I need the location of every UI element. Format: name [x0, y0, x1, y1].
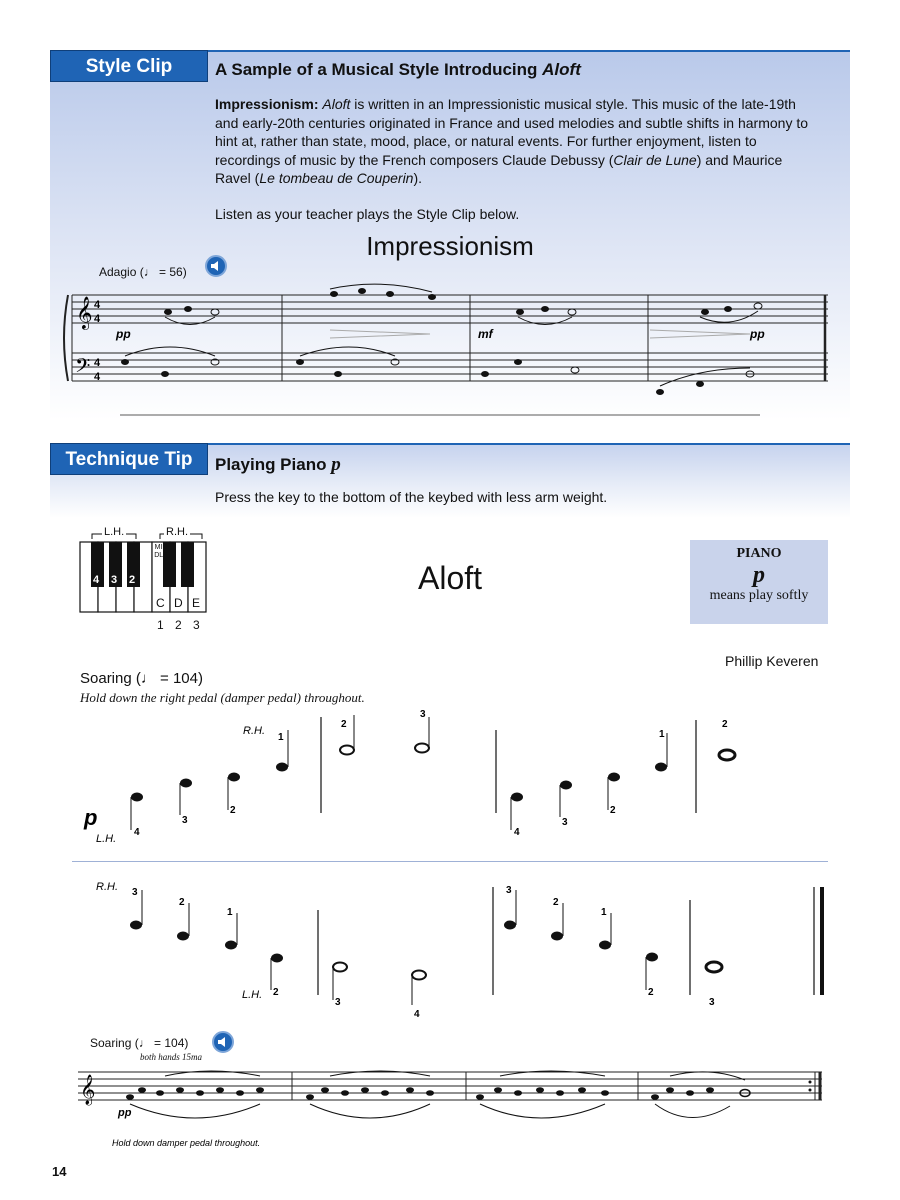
- keyboard-diagram: [78, 526, 208, 636]
- time-sig-top: 4: [94, 299, 101, 311]
- svg-text:1: 1: [659, 729, 665, 740]
- piano-box-symbol: p: [753, 562, 765, 588]
- svg-text:4: 4: [134, 827, 140, 838]
- technique-tip-instruction: Press the key to the bottom of the keybed with less arm weight.: [215, 489, 608, 505]
- octave-mark: both hands 15ma: [140, 1052, 203, 1062]
- accomp-pedal-text: Hold down damper pedal throughout.: [112, 1138, 261, 1148]
- accomp-audio-play-icon[interactable]: [212, 1031, 234, 1053]
- svg-text:2: 2: [610, 805, 616, 816]
- technique-tip-header-line: [208, 443, 850, 445]
- svg-text:2: 2: [722, 719, 728, 730]
- svg-text:2: 2: [273, 987, 279, 998]
- style-clip-tempo: Adagio (♩ = 56): [99, 265, 187, 279]
- style-clip-music-title: Impressionism: [366, 231, 534, 261]
- svg-text:2: 2: [179, 897, 185, 908]
- audio-play-icon[interactable]: [205, 255, 227, 277]
- aloft-row-2: [70, 875, 830, 1025]
- svg-text:1: 1: [601, 907, 607, 918]
- piano-box-meaning: means play softly: [709, 588, 809, 603]
- lh-finger-2: 2: [129, 574, 136, 586]
- dynamic-pp-2: pp: [750, 327, 765, 341]
- piece-title: Aloft: [417, 560, 483, 596]
- row1-fingerings: [134, 709, 728, 838]
- piano-box-label: PIANO: [736, 546, 782, 561]
- style-clip-notes: [121, 288, 762, 395]
- svg-text:1: 1: [227, 907, 233, 918]
- accomp-tempo: Soaring (♩ = 104): [90, 1036, 189, 1050]
- svg-text:3: 3: [506, 885, 512, 896]
- row1-rh-label: R.H.: [243, 725, 265, 737]
- piece-tempo: Soaring (♩ = 104): [80, 670, 203, 687]
- svg-text:2: 2: [553, 897, 559, 908]
- row2-fingerings: [132, 885, 715, 1020]
- svg-text:1: 1: [278, 732, 284, 743]
- lh-label: L.H.: [104, 526, 125, 538]
- accomp-dynamic-pp: pp: [118, 1107, 132, 1119]
- svg-text:3: 3: [335, 997, 341, 1008]
- time-sig-bottom: 4: [94, 313, 101, 325]
- lh-finger-4: 4: [93, 574, 100, 586]
- rh-label: R.H.: [166, 526, 188, 538]
- piano-definition-box: [690, 540, 828, 624]
- accomp-treble-clef-icon: 𝄞: [80, 1074, 96, 1104]
- bass-time-sig-top: 4: [94, 357, 101, 369]
- lh-finger-3: 3: [111, 574, 118, 586]
- svg-text:4: 4: [514, 827, 520, 838]
- technique-tip-tab: Technique Tip: [50, 443, 208, 475]
- style-clip-tab: Style Clip: [50, 50, 208, 82]
- composer: Phillip Keveren: [725, 653, 819, 669]
- style-clip-title: A Sample of a Musical Style Introducing Aloft: [215, 60, 581, 79]
- style-clip-score: [60, 280, 840, 420]
- rh-finger-1: 1: [157, 618, 164, 632]
- note-e: E: [192, 596, 201, 610]
- dynamic-pp-1: pp: [116, 327, 131, 341]
- style-clip-header-line: [208, 50, 850, 52]
- svg-text:3: 3: [132, 887, 138, 898]
- note-c: C: [156, 596, 165, 610]
- row2-rh-label: R.H.: [96, 881, 118, 893]
- style-clip-paragraph: Impressionism: Aloft is written in an Impressionistic musical style. This music of the late-19th and early-20th centuries originated in France and used melodies and subtle shifts in harmony to hint at, rather than state, mood, place, or natural events. For further enjoyment, listen to recordings of music by the French composers Claude Debussy (Clair de Lune) and Maurice Ravel (Le tombeau de Couperin).: [215, 96, 809, 186]
- row2-notes: [130, 890, 722, 1005]
- svg-text:2: 2: [648, 987, 654, 998]
- bass-time-sig-bottom: 4: [94, 371, 101, 383]
- bass-clef-icon: 𝄢: [75, 355, 91, 382]
- dynamic-p: p: [84, 805, 98, 830]
- rh-finger-2: 2: [175, 618, 182, 632]
- system-divider: [72, 861, 828, 862]
- technique-tip-title: Playing Piano p: [215, 454, 341, 475]
- svg-text:4: 4: [414, 1009, 420, 1020]
- accompaniment-staff: [70, 1062, 830, 1152]
- row1-notes: [131, 715, 735, 830]
- treble-clef-icon: 𝄞: [76, 297, 93, 328]
- svg-text:3: 3: [709, 997, 715, 1008]
- dynamic-mf: mf: [478, 327, 493, 341]
- svg-text:2: 2: [230, 805, 236, 816]
- row2-lh-label: L.H.: [242, 989, 263, 1001]
- note-d: D: [174, 596, 183, 610]
- pedal-instruction: Hold down the right pedal (damper pedal) throughout.: [80, 690, 365, 705]
- svg-text:3: 3: [182, 815, 188, 826]
- rh-finger-3: 3: [193, 618, 200, 632]
- svg-text:3: 3: [420, 709, 426, 720]
- svg-text:2: 2: [341, 719, 347, 730]
- speaker-icon: [207, 257, 225, 275]
- brace: [64, 295, 68, 381]
- row1-lh-label: L.H.: [96, 833, 117, 845]
- page-number: 14: [52, 1164, 67, 1179]
- listen-instruction: Listen as your teacher plays the Style Clip below.: [215, 206, 520, 222]
- accomp-speaker-icon: [214, 1033, 232, 1051]
- aloft-row-1: [70, 705, 830, 850]
- svg-text:3: 3: [562, 817, 568, 828]
- middle-c-label: MIDDLE: [154, 544, 168, 559]
